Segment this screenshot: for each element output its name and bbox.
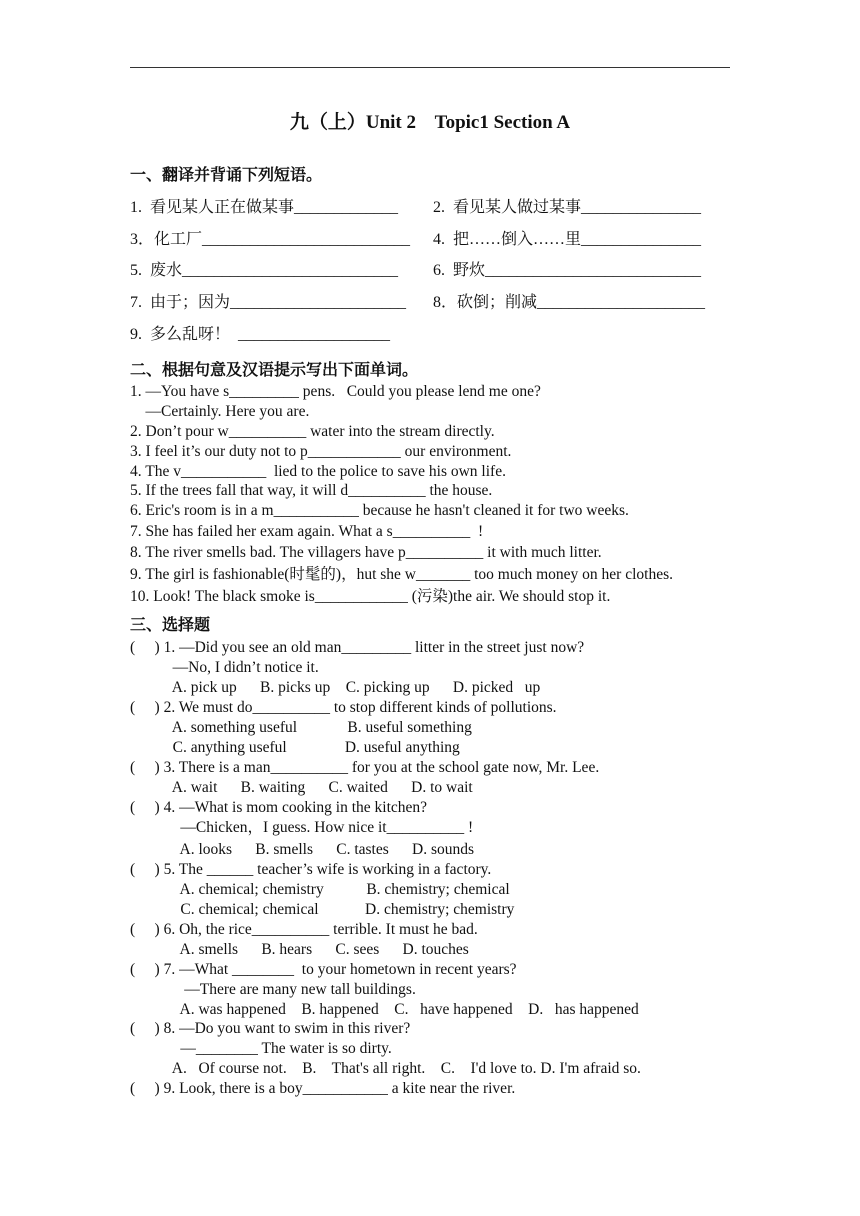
page-title: 九（上）Unit 2 Topic1 Section A <box>289 112 571 133</box>
choice-line: A. smells B. hears C. sees D. touches <box>130 941 469 958</box>
fill-line: 7. She has failed her exam again. What a s__________ ! <box>130 523 484 540</box>
choice-line: ―There are many new tall buildings. <box>130 981 416 998</box>
choice-line: ( ) 2. We must do__________ to stop different kinds of pollutions. <box>130 699 557 716</box>
choice-line: ( ) 1. —Did you see an old man_________ litter in the street just now? <box>130 639 585 656</box>
phrase-item: 2. 看见某人做过某事_______________ <box>433 199 702 216</box>
choice-line: C. anything useful D. useful anything <box>130 739 460 756</box>
fill-line: —Certainly. Here you are. <box>130 403 310 420</box>
choice-line: ( ) 7. ―What ________ to your hometown in recent years? <box>130 961 517 978</box>
choice-line: —No, I didn’t notice it. <box>130 659 319 676</box>
choice-line: ―________ The water is so dirty. <box>130 1040 392 1057</box>
choice-line: —Chicken，I guess. How nice it__________ ! <box>130 819 474 836</box>
phrase-item: 4. 把……倒入……里_______________ <box>433 231 702 248</box>
choice-line: ( ) 8. ―Do you want to swim in this river? <box>130 1020 411 1037</box>
header-rule <box>130 67 730 68</box>
fill-line: 10. Look! The black smoke is____________ (污染)the air. We should stop it. <box>130 588 611 605</box>
choice-line: ( ) 3. There is a man__________ for you at the school gate now, Mr. Lee. <box>130 759 600 776</box>
section3-heading: 三、选择题 <box>130 617 211 634</box>
choice-line: C. chemical; chemical D. chemistry; chemistry <box>130 901 515 918</box>
fill-line: 9. The girl is fashionable(时髦的)，hut she w_______ too much money on her clothes. <box>130 566 673 583</box>
section1-heading: 一、翻译并背诵下列短语。 <box>130 167 323 184</box>
phrase-item: 6. 野炊___________________________ <box>433 262 702 279</box>
phrase-item: 8．砍倒；削减_____________________ <box>433 294 706 311</box>
fill-line: 5. If the trees fall that way, it will d__________ the house. <box>130 482 493 499</box>
choice-line: A. something useful B. useful something <box>130 719 472 736</box>
fill-line: 6. Eric's room is in a m___________ because he hasn't cleaned it for two weeks. <box>130 502 629 519</box>
choice-line: A. wait B. waiting C. waited D. to wait <box>130 779 473 796</box>
choice-line: A. Of course not. B. That's all right. C. I'd love to. D. I'm afraid so. <box>130 1060 641 1077</box>
phrase-item: 1. 看见某人正在做某事_____________ <box>130 199 399 216</box>
fill-line: 2. Don’t pour w__________ water into the stream directly. <box>130 423 495 440</box>
phrase-item: 7. 由于；因为______________________ <box>130 294 407 311</box>
choice-line: ( ) 5. The ______ teacher’s wife is working in a factory. <box>130 861 492 878</box>
choice-line: A. looks B. smells C. tastes D. sounds <box>130 841 475 858</box>
choice-line: A. chemical; chemistry B. chemistry; chemical <box>130 881 510 898</box>
fill-line: 1. —You have s_________ pens. Could you please lend me one? <box>130 383 541 400</box>
choice-line: A. was happened B. happened C. have happened D. has happened <box>130 1001 639 1018</box>
choice-line: ( ) 6. Oh, the rice__________ terrible. It must he bad. <box>130 921 478 938</box>
choice-line: ( ) 4. —What is mom cooking in the kitchen? <box>130 799 428 816</box>
fill-line: 4. The v___________ lied to the police to save his own life. <box>130 463 506 480</box>
phrase-item: 9. 多么乱呀！ ___________________ <box>130 326 391 343</box>
phrase-item: 5. 废水___________________________ <box>130 262 399 279</box>
fill-line: 3. I feel it’s our duty not to p____________ our environment. <box>130 443 512 460</box>
choice-line: A. pick up B. picks up C. picking up D. picked up <box>130 679 541 696</box>
fill-line: 8. The river smells bad. The villagers have p__________ it with much litter. <box>130 544 602 561</box>
phrase-item: 3．化工厂__________________________ <box>130 231 411 248</box>
choice-line: ( ) 9. Look, there is a boy___________ a kite near the river. <box>130 1080 516 1097</box>
section2-heading: 二、根据句意及汉语提示写出下面单词。 <box>130 362 419 379</box>
